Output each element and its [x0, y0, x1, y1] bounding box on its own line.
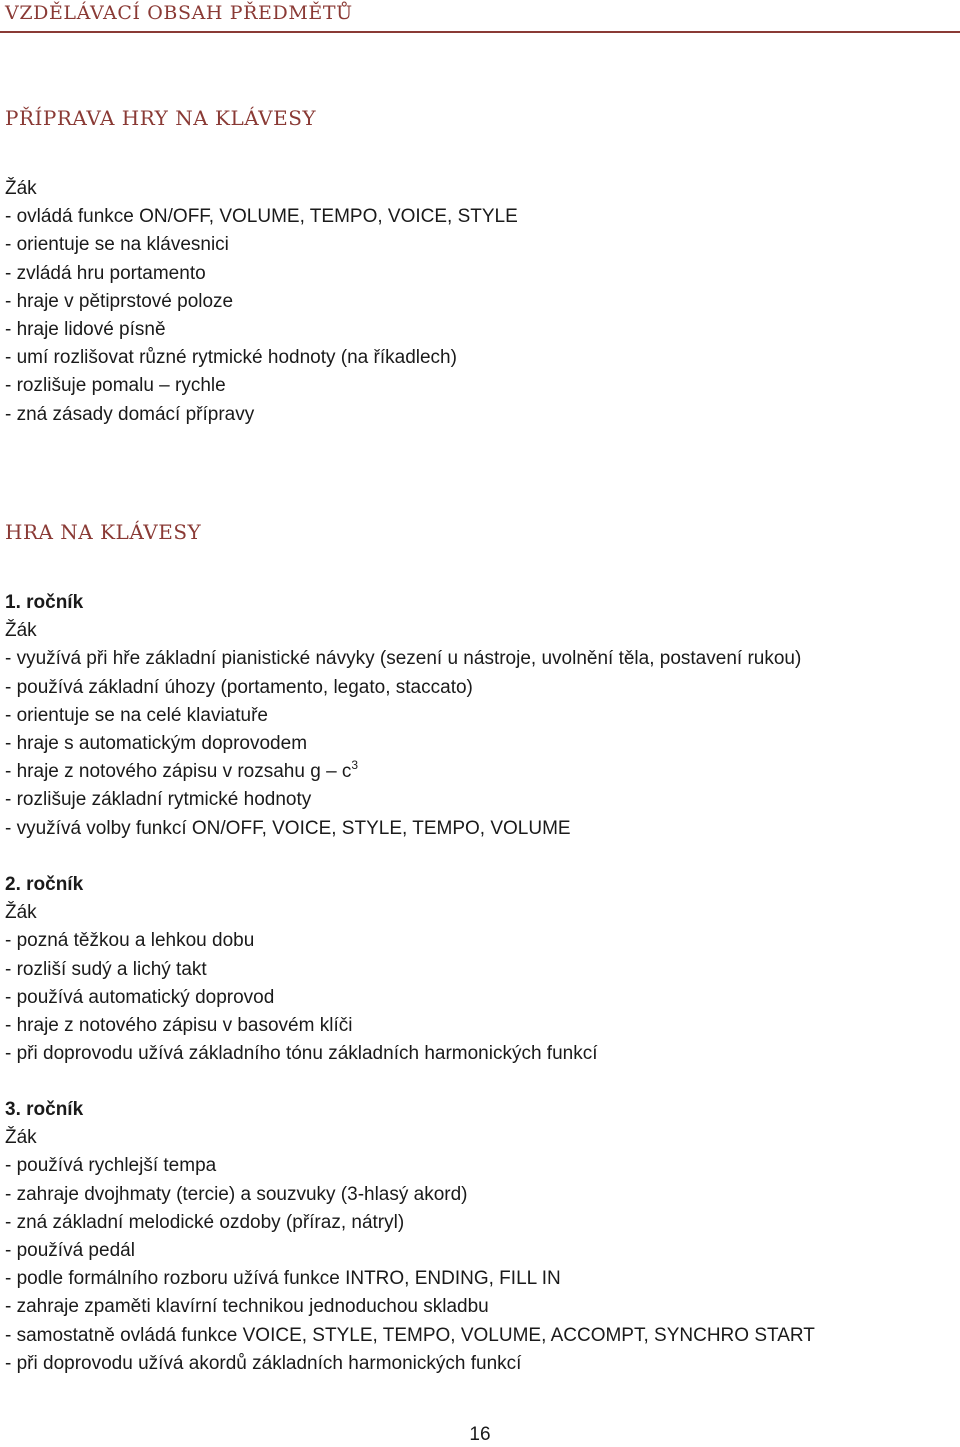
list-item: - používá automatický doprovod	[5, 986, 275, 1008]
grade-2-block	[5, 871, 598, 1068]
list-item: - umí rozlišovat různé rytmické hodnoty (na říkadlech)	[5, 347, 457, 369]
list-item: - rozlišuje základní rytmické hodnoty	[5, 789, 312, 811]
list-item: - samostatně ovládá funkce VOICE, STYLE, TEMPO, VOLUME, ACCOMPT, SYNCHRO START	[5, 1324, 815, 1346]
subject-label: Žák	[5, 1127, 37, 1149]
header-rule	[0, 31, 960, 33]
page-number: 16	[469, 1424, 491, 1445]
grade-label: 1. ročník	[5, 592, 84, 613]
list-item: - orientuje se na klávesnici	[5, 234, 229, 256]
subject-label: Žák	[5, 620, 37, 642]
list-item: - hraje v pětiprstové poloze	[5, 290, 234, 312]
list-item: - zahraje dvojhmaty (tercie) a souzvuky (3-hlasý akord)	[5, 1183, 468, 1205]
section-priprava-content	[5, 175, 518, 429]
list-item: - využívá při hře základní pianistické návyky (sezení u nástroje, uvolnění těla, postavení rukou)	[5, 648, 802, 670]
grade-3-block	[5, 1096, 815, 1378]
list-item-range	[5, 758, 801, 786]
list-item: - zná zásady domácí přípravy	[5, 403, 255, 425]
list-item: - využívá volby funkcí ON/OFF, VOICE, STYLE, TEMPO, VOLUME	[5, 817, 571, 839]
list-item: - podle formálního rozboru užívá funkce INTRO, ENDING, FILL IN	[5, 1268, 561, 1290]
list-item: - při doprovodu užívá akordů základních harmonických funkcí	[5, 1352, 522, 1374]
section-heading-priprava: PŘÍPRAVA HRY NA KLÁVESY	[5, 106, 317, 130]
subject-label: Žák	[5, 902, 37, 924]
list-item: - zvládá hru portamento	[5, 262, 206, 284]
subject-label: Žák	[5, 178, 37, 199]
list-item: - používá pedál	[5, 1239, 135, 1261]
list-item: - rozlišuje pomalu – rychle	[5, 375, 226, 397]
page-header-title: VZDĚLÁVACÍ OBSAH PŘEDMĚTŮ	[5, 2, 353, 24]
page-header	[0, 0, 960, 34]
range-superscript: 3	[351, 758, 359, 773]
list-item: - hraje z notového zápisu v basovém klíči	[5, 1014, 353, 1036]
range-text: - hraje z notového zápisu v rozsahu g – c	[5, 761, 352, 783]
list-item: - při doprovodu užívá základního tónu základních harmonických funkcí	[5, 1043, 598, 1065]
list-item: - hraje s automatickým doprovodem	[5, 732, 308, 754]
list-item: - zahraje zpaměti klavírní technikou jednoduchou skladbu	[5, 1296, 489, 1318]
list-item: - pozná těžkou a lehkou dobu	[5, 930, 255, 952]
grade-1-block	[5, 589, 801, 843]
grade-label: 2. ročník	[5, 874, 84, 895]
list-item: - ovládá funkce ON/OFF, VOLUME, TEMPO, VOICE, STYLE	[5, 206, 518, 228]
list-item: - hraje lidové písně	[5, 318, 166, 340]
list-item: - zná základní melodické ozdoby (příraz, nátryl)	[5, 1211, 405, 1233]
list-item: - rozliší sudý a lichý takt	[5, 958, 207, 980]
list-item: - používá základní úhozy (portamento, legato, staccato)	[5, 676, 473, 698]
list-item: - orientuje se na celé klaviatuře	[5, 704, 268, 726]
section-heading-hra: HRA NA KLÁVESY	[5, 520, 202, 544]
list-item: - používá rychlejší tempa	[5, 1155, 217, 1177]
grade-label: 3. ročník	[5, 1099, 84, 1120]
